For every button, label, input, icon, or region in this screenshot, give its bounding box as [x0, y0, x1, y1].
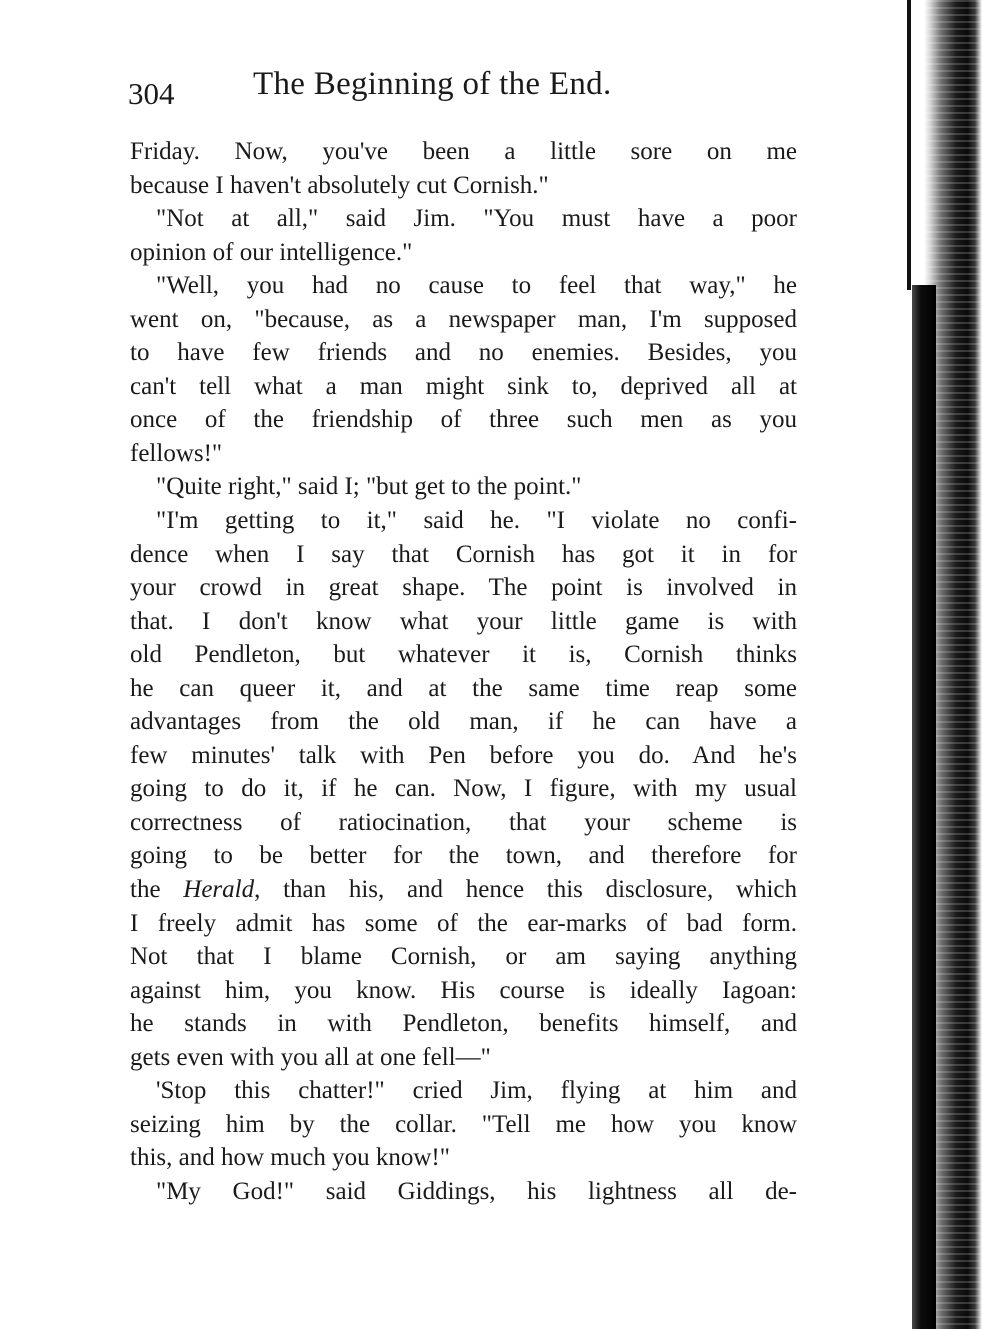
text-line-4: opinion of our intelligence." [130, 238, 413, 266]
text-line-13: dence when I say that Cornish has got it in for [130, 540, 797, 568]
binding-edge-line [907, 0, 911, 290]
binding-dark-band [912, 285, 936, 1329]
text-line-31: this, and how much you know!" [130, 1144, 450, 1172]
italic-suffix: , [254, 876, 284, 904]
text-line-17: he can queer it, and at the same time reap some [130, 674, 797, 702]
text-line-10: fellows!" [130, 439, 223, 467]
text-line-9: once of the friendship of three such men as you [130, 406, 797, 434]
text-line-8: can't tell what a man might sink to, deprived all at [130, 372, 797, 400]
text-line-30: seizing him by the collar. "Tell me how you know [130, 1110, 797, 1138]
text-line-28: gets even with you all at one fell—" [130, 1043, 491, 1071]
text-line-5: "Well, you had no cause to feel that way," he [156, 272, 797, 300]
text-line-24: I freely admit has some of the ear-marks of bad form. [130, 909, 797, 937]
text-line-23-rest: than his, and hence this disclosure, which [283, 876, 798, 904]
body-text [130, 135, 797, 1209]
text-line-7: to have few friends and no enemies. Besides, you [130, 339, 797, 367]
text-line-11: "Quite right," said I; "but get to the point." [156, 473, 582, 501]
italic-prefix: the [130, 876, 184, 904]
text-line-1: Friday. Now, you've been a little sore on me [130, 138, 797, 165]
text-line-32: "My God!" said Giddings, his lightness all de- [156, 1177, 797, 1205]
text-line-22: going to be better for the town, and therefore for [130, 842, 797, 870]
text-line-16: old Pendleton, but whatever it is, Cornish thinks [130, 641, 797, 669]
text-line-26: against him, you know. His course is ideally Iagoan: [130, 976, 797, 1004]
text-line-19: few minutes' talk with Pen before you do. And he's [130, 741, 797, 769]
text-line-21: correctness of ratiocination, that your scheme is [130, 808, 797, 836]
page-number: 304 [128, 76, 175, 111]
text-line-3: "Not at all," said Jim. "You must have a poor [156, 205, 797, 233]
herald-italic: Herald [183, 876, 255, 904]
text-line-25: Not that I blame Cornish, or am saying anything [130, 943, 797, 971]
text-line-15: that. I don't know what your little game is with [130, 607, 797, 635]
text-line-12: "I'm getting to it," said he. "I violate no confi- [156, 507, 797, 535]
text-line-23 [130, 873, 797, 907]
text-line-29: 'Stop this chatter!" cried Jim, flying at him and [156, 1077, 797, 1105]
page-header [128, 66, 828, 116]
text-line-6: went on, "because, as a newspaper man, I'm supposed [130, 305, 797, 333]
text-line-14: your crowd in great shape. The point is involved in [130, 574, 797, 602]
text-line-20: going to do it, if he can. Now, I figure, with my usual [130, 775, 797, 803]
text-line-18: advantages from the old man, if he can have a [130, 708, 797, 736]
text-line-27: he stands in with Pendleton, benefits himself, and [130, 1010, 797, 1038]
running-title: The Beginning of the End. [253, 66, 612, 102]
text-line-2: because I haven't absolutely cut Cornish." [130, 171, 549, 199]
